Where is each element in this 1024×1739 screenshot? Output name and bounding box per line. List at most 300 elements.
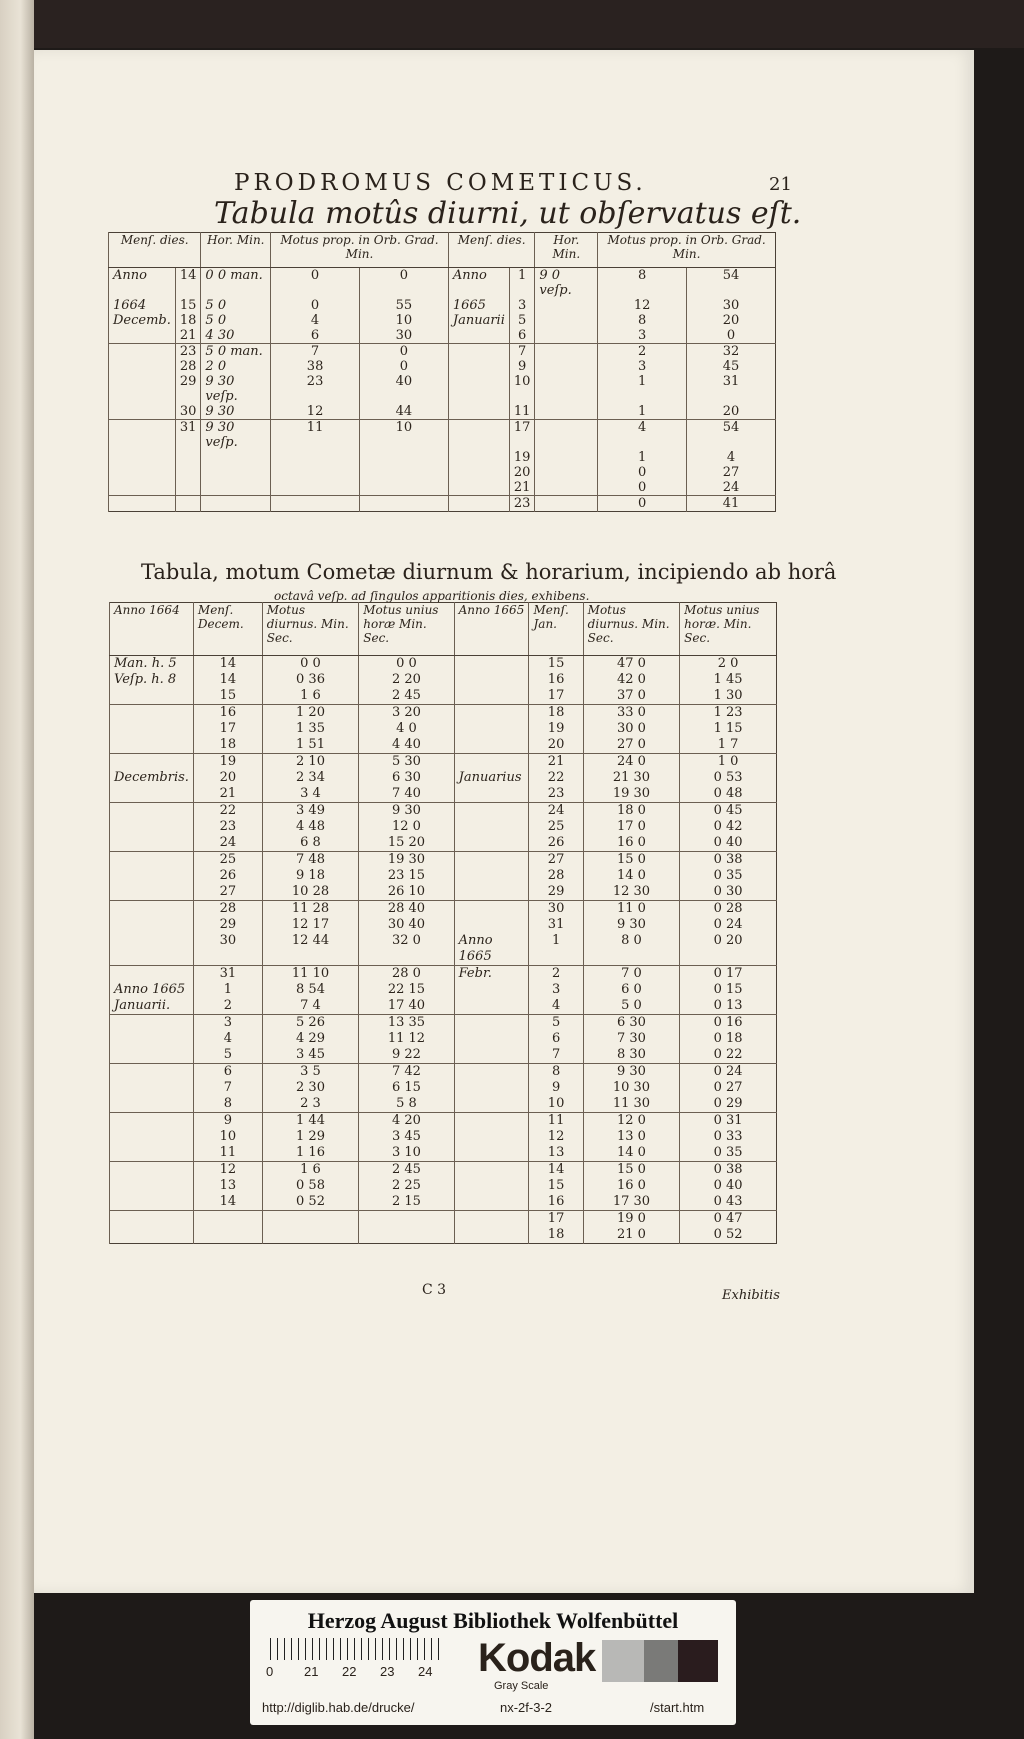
day-cell [175, 465, 201, 480]
time-cell [201, 496, 271, 512]
table-row [110, 656, 777, 673]
day-cell: 13 [529, 1145, 583, 1162]
daily-motion-cell: 12 17 [262, 917, 359, 933]
minute-cell: 20 [687, 313, 776, 328]
color-target-card [250, 1600, 736, 1725]
minute-cell: 32 [687, 344, 776, 360]
label-cell: Januarii. [110, 998, 194, 1015]
label-cell [454, 868, 529, 884]
daily-motion-cell: 3 5 [262, 1064, 359, 1081]
day-cell: 7 [193, 1080, 262, 1096]
table-row [109, 420, 776, 451]
year-month-cell [448, 480, 509, 496]
label-cell: Veſp. h. 8 [110, 672, 194, 688]
table-row [110, 1064, 777, 1081]
year-month-cell [448, 404, 509, 420]
hourly-motion-cell: 9 30 [359, 803, 454, 820]
day-cell: 31 [175, 420, 201, 451]
table-row [109, 496, 776, 512]
label-cell [110, 917, 194, 933]
minute-cell: 45 [687, 359, 776, 374]
year-month-cell: Anno [448, 268, 509, 299]
day-cell: 1 [509, 268, 535, 299]
table-row [109, 480, 776, 496]
table-row [110, 917, 777, 933]
minute-cell: 30 [360, 328, 449, 344]
table-row [110, 786, 777, 803]
day-cell: 27 [529, 852, 583, 869]
time-cell [535, 496, 598, 512]
hourly-motion-cell: 6 15 [359, 1080, 454, 1096]
daily-motion-cell: 4 48 [262, 819, 359, 835]
time-cell: 5 0 [201, 313, 271, 328]
hourly-motion-cell: 2 15 [359, 1194, 454, 1211]
daily-motion-cell: 0 36 [262, 672, 359, 688]
day-cell: 30 [193, 933, 262, 966]
label-cell [110, 1129, 194, 1145]
gray-scale-label: Gray Scale [494, 1680, 549, 1692]
day-cell: 4 [193, 1031, 262, 1047]
hourly-motion-cell: 15 20 [359, 835, 454, 852]
minute-cell: 0 [360, 344, 449, 360]
daily-motion-cell: 0 58 [262, 1178, 359, 1194]
daily-motion-cell: 17 0 [583, 819, 680, 835]
table-row [110, 1096, 777, 1113]
degree-cell [271, 496, 360, 512]
day-cell: 1 [193, 982, 262, 998]
day-cell: 19 [529, 721, 583, 737]
minute-cell: 10 [360, 313, 449, 328]
table-row [110, 705, 777, 722]
label-cell [110, 1064, 194, 1081]
minute-cell: 44 [360, 404, 449, 420]
day-cell: 11 [193, 1145, 262, 1162]
table-row [110, 803, 777, 820]
label-cell [454, 1047, 529, 1064]
ruler-number: 23 [380, 1664, 395, 1679]
time-cell: 5 0 man. [201, 344, 271, 360]
day-cell: 17 [529, 688, 583, 705]
day-cell: 18 [529, 705, 583, 722]
minute-cell [360, 450, 449, 465]
degree-cell [271, 465, 360, 480]
daily-motion-cell: 0 0 [262, 656, 359, 673]
label-cell [454, 1064, 529, 1081]
label-cell [110, 688, 194, 705]
hourly-motion-cell: 28 40 [359, 901, 454, 918]
day-cell: 12 [529, 1129, 583, 1145]
hourly-motion-cell: 0 52 [680, 1227, 777, 1244]
day-cell: 29 [193, 917, 262, 933]
label-cell [454, 1194, 529, 1211]
ruler [270, 1638, 440, 1660]
table2-header: Motus unius horæ. Min. Sec. [680, 603, 777, 656]
label-cell [110, 1047, 194, 1064]
daily-motion-cell [262, 1211, 359, 1228]
day-cell: 26 [193, 868, 262, 884]
hourly-motion-cell: 5 8 [359, 1096, 454, 1113]
daily-motion-cell: 27 0 [583, 737, 680, 754]
hourly-motion-cell: 4 0 [359, 721, 454, 737]
daily-motion-cell: 11 10 [262, 966, 359, 983]
table2-header: Motus diurnus. Min. Sec. [583, 603, 680, 656]
hourly-motion-cell: 2 20 [359, 672, 454, 688]
table2-header: Anno 1664 [110, 603, 194, 656]
degree-cell: 4 [271, 313, 360, 328]
day-cell: 14 [175, 268, 201, 299]
daily-motion-cell: 33 0 [583, 705, 680, 722]
daily-motion-cell: 9 18 [262, 868, 359, 884]
daily-motion-cell: 1 20 [262, 705, 359, 722]
daily-motion-cell: 42 0 [583, 672, 680, 688]
label-cell [454, 901, 529, 918]
year-month-cell [109, 496, 176, 512]
day-cell [193, 1211, 262, 1228]
hourly-motion-cell: 0 0 [359, 656, 454, 673]
ruler-number: 0 [266, 1664, 274, 1679]
day-cell [175, 496, 201, 512]
table-row [110, 1015, 777, 1032]
kodak-logo: Kodak [478, 1636, 596, 1680]
degree-cell: 3 [598, 328, 687, 344]
time-cell: 2 0 [201, 359, 271, 374]
minute-cell: 4 [687, 450, 776, 465]
daily-motion-cell: 14 0 [583, 1145, 680, 1162]
label-cell: Febr. [454, 966, 529, 983]
day-cell: 14 [529, 1162, 583, 1179]
day-cell: 20 [193, 770, 262, 786]
running-title: PRODROMUS COMETICUS. [234, 170, 647, 196]
label-cell: Anno 1665 [454, 933, 529, 966]
time-cell [535, 359, 598, 374]
day-cell: 8 [193, 1096, 262, 1113]
time-cell [535, 328, 598, 344]
hourly-motion-cell [359, 1211, 454, 1228]
table-row [110, 998, 777, 1015]
daily-motion-cell: 7 30 [583, 1031, 680, 1047]
day-cell: 14 [193, 672, 262, 688]
label-cell: Man. h. 5 [110, 656, 194, 673]
daily-motion-cell: 1 51 [262, 737, 359, 754]
table-row [110, 1178, 777, 1194]
year-month-cell [109, 404, 176, 420]
table2-header-row [110, 603, 777, 656]
day-cell: 23 [193, 819, 262, 835]
day-cell: 28 [529, 868, 583, 884]
daily-motion-cell: 14 0 [583, 868, 680, 884]
daily-motion-cell: 19 0 [583, 1211, 680, 1228]
daily-motion-cell: 11 28 [262, 901, 359, 918]
year-month-cell: Januarii [448, 313, 509, 328]
time-cell: 9 30 veſp. [201, 420, 271, 451]
day-cell: 10 [193, 1129, 262, 1145]
daily-motion-cell: 1 29 [262, 1129, 359, 1145]
hourly-motion-cell: 26 10 [359, 884, 454, 901]
table2-header: Menſ. Decem. [193, 603, 262, 656]
day-cell: 19 [509, 450, 535, 465]
table-row [110, 901, 777, 918]
day-cell: 24 [193, 835, 262, 852]
table1-header: Motus prop. in Orb. Grad. Min. [598, 233, 776, 268]
daily-motion-cell: 3 4 [262, 786, 359, 803]
year-month-cell [448, 465, 509, 480]
hourly-motion-cell: 0 17 [680, 966, 777, 983]
day-cell: 18 [193, 737, 262, 754]
label-cell [110, 933, 194, 966]
time-cell [535, 404, 598, 420]
hourly-motion-cell: 0 47 [680, 1211, 777, 1228]
minute-cell: 0 [687, 328, 776, 344]
daily-motion-cell: 21 30 [583, 770, 680, 786]
label-cell: Decembris. [110, 770, 194, 786]
label-cell [454, 1031, 529, 1047]
hourly-motion-cell: 0 16 [680, 1015, 777, 1032]
label-cell [454, 754, 529, 771]
hourly-motion-cell: 0 45 [680, 803, 777, 820]
daily-motion-cell: 47 0 [583, 656, 680, 673]
time-cell [535, 420, 598, 451]
day-cell: 22 [193, 803, 262, 820]
day-cell: 15 [529, 1178, 583, 1194]
day-cell: 14 [193, 656, 262, 673]
table-row [110, 819, 777, 835]
daily-motion-cell: 2 10 [262, 754, 359, 771]
gray-patch [644, 1640, 678, 1682]
signature-mark: C 3 [422, 1282, 447, 1298]
minute-cell: 31 [687, 374, 776, 404]
hourly-motion-cell: 9 22 [359, 1047, 454, 1064]
time-cell [201, 480, 271, 496]
table-row [110, 884, 777, 901]
degree-cell [271, 450, 360, 465]
day-cell: 5 [529, 1015, 583, 1032]
label-cell [454, 1211, 529, 1228]
day-cell: 2 [193, 998, 262, 1015]
table-row [109, 268, 776, 299]
hourly-motion-cell: 4 40 [359, 737, 454, 754]
label-cell [110, 705, 194, 722]
table1-header: Hor. Min. [201, 233, 271, 268]
daily-motion-cell: 12 0 [583, 1113, 680, 1130]
label-cell [110, 1178, 194, 1194]
label-cell: Januarius [454, 770, 529, 786]
hourly-motion-cell: 0 27 [680, 1080, 777, 1096]
minute-cell: 40 [360, 374, 449, 404]
gray-patch [678, 1640, 718, 1682]
year-month-cell [448, 450, 509, 465]
hourly-motion-cell: 0 35 [680, 868, 777, 884]
label-cell [110, 721, 194, 737]
day-cell [175, 480, 201, 496]
time-cell [535, 313, 598, 328]
day-cell: 19 [193, 754, 262, 771]
hourly-motion-cell: 2 45 [359, 688, 454, 705]
degree-cell: 12 [598, 298, 687, 313]
label-cell [454, 1080, 529, 1096]
day-cell: 2 [529, 966, 583, 983]
daily-motion-cell: 9 30 [583, 1064, 680, 1081]
day-cell: 24 [529, 803, 583, 820]
label-cell [454, 835, 529, 852]
table2-header: Motus diurnus. Min. Sec. [262, 603, 359, 656]
daily-motion-cell: 11 30 [583, 1096, 680, 1113]
day-cell: 6 [193, 1064, 262, 1081]
day-cell: 30 [529, 901, 583, 918]
day-cell: 27 [193, 884, 262, 901]
page-number: 21 [769, 174, 792, 195]
label-cell [454, 803, 529, 820]
minute-cell: 27 [687, 465, 776, 480]
daily-motion-cell: 9 30 [583, 917, 680, 933]
hourly-motion-cell: 2 45 [359, 1162, 454, 1179]
day-cell: 15 [193, 688, 262, 705]
daily-motion-cell: 3 49 [262, 803, 359, 820]
time-cell: 9 0 veſp. [535, 268, 598, 299]
daily-motion-cell: 4 29 [262, 1031, 359, 1047]
daily-motion-cell: 1 6 [262, 1162, 359, 1179]
label-cell [110, 901, 194, 918]
time-cell [535, 298, 598, 313]
minute-cell [360, 465, 449, 480]
day-cell: 18 [529, 1227, 583, 1244]
table1-title: Tabula motûs diurni, ut obſervatus eſt. [214, 196, 802, 231]
ruler-number: 21 [304, 1664, 319, 1679]
year-month-cell [448, 496, 509, 512]
hourly-motion-cell: 0 28 [680, 901, 777, 918]
hourly-motion-cell: 2 25 [359, 1178, 454, 1194]
year-month-cell [448, 328, 509, 344]
start-page: /start.htm [650, 1700, 705, 1715]
day-cell: 31 [193, 966, 262, 983]
hourly-motion-cell: 0 40 [680, 1178, 777, 1194]
daily-motion-cell: 37 0 [583, 688, 680, 705]
day-cell: 20 [509, 465, 535, 480]
hourly-motion-cell: 3 10 [359, 1145, 454, 1162]
hourly-motion-cell: 1 23 [680, 705, 777, 722]
label-cell [454, 672, 529, 688]
day-cell: 9 [509, 359, 535, 374]
year-month-cell [448, 374, 509, 404]
daily-motion-cell: 10 28 [262, 884, 359, 901]
hourly-motion-cell: 22 15 [359, 982, 454, 998]
label-cell [454, 1129, 529, 1145]
table1-header: Menſ. dies. [448, 233, 535, 268]
book-page [34, 50, 974, 1593]
label-cell [454, 656, 529, 673]
day-cell: 25 [193, 852, 262, 869]
label-cell: Anno 1665 [110, 982, 194, 998]
hourly-motion-cell: 11 12 [359, 1031, 454, 1047]
label-cell [454, 705, 529, 722]
table-row [110, 1194, 777, 1211]
minute-cell: 20 [687, 404, 776, 420]
day-cell: 5 [193, 1047, 262, 1064]
time-cell: 5 0 [201, 298, 271, 313]
day-cell: 18 [175, 313, 201, 328]
minute-cell: 54 [687, 420, 776, 451]
hourly-motion-cell: 0 20 [680, 933, 777, 966]
minute-cell [360, 496, 449, 512]
label-cell [110, 884, 194, 901]
shelf-code: nx-2f-3-2 [500, 1700, 553, 1715]
hourly-motion-cell: 0 35 [680, 1145, 777, 1162]
day-cell: 21 [509, 480, 535, 496]
degree-cell: 11 [271, 420, 360, 451]
year-month-cell [109, 450, 176, 465]
catchword: Exhibitis [722, 1288, 780, 1303]
table-row [109, 328, 776, 344]
year-month-cell [109, 374, 176, 404]
label-cell [454, 1145, 529, 1162]
label-cell [454, 721, 529, 737]
hourly-motion-cell: 0 40 [680, 835, 777, 852]
time-cell: 0 0 man. [201, 268, 271, 299]
ruler-number: 24 [418, 1664, 433, 1679]
table-row [110, 1162, 777, 1179]
degree-cell: 1 [598, 404, 687, 420]
day-cell: 13 [193, 1178, 262, 1194]
year-month-cell: Anno [109, 268, 176, 299]
label-cell [454, 917, 529, 933]
hourly-motion-cell: 4 20 [359, 1113, 454, 1130]
daily-motion-cell: 17 30 [583, 1194, 680, 1211]
label-cell [110, 868, 194, 884]
day-cell: 9 [529, 1080, 583, 1096]
day-cell: 16 [529, 672, 583, 688]
hourly-motion-cell: 30 40 [359, 917, 454, 933]
table2-header: Motus unius horæ Min. Sec. [359, 603, 454, 656]
day-cell: 21 [175, 328, 201, 344]
degree-cell: 0 [598, 480, 687, 496]
daily-motion-cell: 6 30 [583, 1015, 680, 1032]
day-cell: 30 [175, 404, 201, 420]
hourly-motion-cell: 23 15 [359, 868, 454, 884]
degree-cell: 4 [598, 420, 687, 451]
table-row [109, 374, 776, 404]
table1-header: Hor. Min. [535, 233, 598, 268]
label-cell [110, 852, 194, 869]
daily-motion-cell: 10 30 [583, 1080, 680, 1096]
day-cell: 20 [529, 737, 583, 754]
hourly-motion-cell: 5 30 [359, 754, 454, 771]
label-cell [110, 754, 194, 771]
daily-motion-cell: 19 30 [583, 786, 680, 803]
hourly-motion-cell: 0 48 [680, 786, 777, 803]
daily-motion-cell: 24 0 [583, 754, 680, 771]
day-cell: 7 [509, 344, 535, 360]
label-cell [110, 1015, 194, 1032]
time-cell [201, 465, 271, 480]
hourly-motion-cell: 0 43 [680, 1194, 777, 1211]
day-cell: 3 [529, 982, 583, 998]
table1-header: Motus prop. in Orb. Grad. Min. [271, 233, 449, 268]
table-row [110, 868, 777, 884]
degree-cell: 38 [271, 359, 360, 374]
day-cell: 3 [509, 298, 535, 313]
daily-motion-cell: 8 30 [583, 1047, 680, 1064]
table-row [110, 933, 777, 966]
table-row [109, 313, 776, 328]
table2-header: Menſ. Jan. [529, 603, 583, 656]
hourly-motion-cell: 0 42 [680, 819, 777, 835]
day-cell: 11 [509, 404, 535, 420]
label-cell [454, 982, 529, 998]
daily-motion-cell: 3 45 [262, 1047, 359, 1064]
year-month-cell [109, 480, 176, 496]
daily-motion-cell: 15 0 [583, 1162, 680, 1179]
year-month-cell [109, 359, 176, 374]
day-cell: 22 [529, 770, 583, 786]
